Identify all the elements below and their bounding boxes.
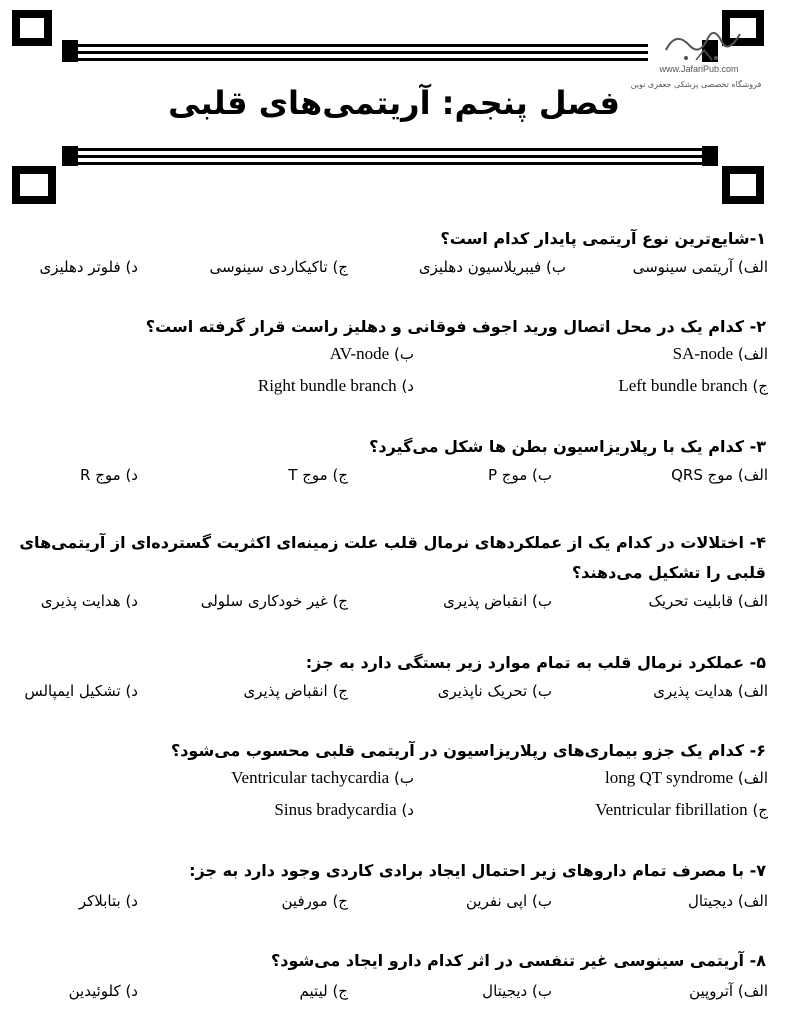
option-a: الف) SA-node: [672, 344, 768, 363]
publisher-logo-icon: [656, 20, 752, 66]
option-a: الف) long QT syndrome: [604, 768, 768, 787]
bottom-rule-2: [78, 155, 702, 158]
question-text: ۱-شایع‌ترین نوع آریتمی پایدار کدام است؟: [440, 229, 766, 248]
option-b: ب) اپی نفرین: [465, 892, 552, 910]
option-d: د) بتابلاکر: [78, 892, 138, 910]
option-d: د) کلوئیدین: [68, 982, 138, 1000]
bottom-rule-3: [78, 162, 702, 165]
option-c: ج) غیر خودکاری سلولی: [200, 592, 348, 610]
question-text: ۲- کدام یک در محل اتصال ورید اجوف فوقانی و دهلیز راست قرار گرفته است؟: [145, 317, 766, 336]
option-a: الف) قابلیت تحریک: [648, 592, 768, 610]
option-d: د) Right bundle branch: [257, 376, 414, 395]
question-text: ۴- اختلالات در کدام یک از عملکردهای نرمال قلب علت زمینه‌ای اکثریت گسترده‌ای از آریتمی‌های قلبی را تشکیل می‌دهند؟: [19, 533, 766, 582]
publisher-url: www.JafariPub.com: [659, 64, 739, 74]
option-c: ج) انقباض پذیری: [243, 682, 348, 700]
corner-block-bottom-left: [62, 146, 78, 166]
corner-square-bottom-left: [12, 166, 56, 204]
top-rule-2: [78, 51, 648, 54]
question-text: ۶- کدام یک جزو بیماری‌های رپلاریزاسیون در آریتمی قلبی محسوب می‌شود؟: [170, 741, 766, 760]
question-text: ۳- کدام یک با رپلاریزاسیون بطن ها شکل می‌گیرد؟: [369, 437, 766, 456]
corner-square-top-left: [12, 10, 52, 46]
option-b: ب) موج P: [487, 466, 552, 484]
option-b: ب) دیجیتال: [482, 982, 552, 1000]
corner-block-top-left: [62, 40, 78, 62]
option-a: الف) موج QRS: [671, 466, 768, 484]
option-d: د) هدایت پذیری: [40, 592, 138, 610]
bottom-rule-1: [78, 148, 702, 151]
question-text: ۸- آریتمی سینوسی غیر تنفسی در اثر کدام دارو ایجاد می‌شود؟: [270, 951, 766, 970]
corner-square-bottom-right: [722, 166, 764, 204]
option-b: ب) فیبریلاسیون دهلیزی: [418, 258, 566, 276]
option-c: ج) لیتیم: [299, 982, 348, 1000]
option-c: ج) موج T: [288, 466, 348, 484]
option-b: ب) تحریک ناپذیری: [437, 682, 552, 700]
option-d: د) فلوتر دهلیزی: [39, 258, 138, 276]
top-rule-1: [78, 44, 648, 47]
question-text: ۷- با مصرف تمام داروهای زیر احتمال ایجاد برادی کاردی وجود دارد به جز:: [189, 861, 766, 880]
option-c: ج) مورفین: [281, 892, 348, 910]
option-d: د) Sinus bradycardia: [274, 800, 414, 819]
chapter-title: فصل پنجم: آریتمی‌های قلبی: [168, 84, 620, 122]
option-b: ب) AV-node: [329, 344, 414, 363]
option-c: ج) Left bundle branch: [618, 376, 768, 395]
option-c: ج) تاکیکاردی سینوسی: [209, 258, 348, 276]
top-rule-3: [78, 58, 648, 61]
option-b: ب) Ventricular tachycardia: [231, 768, 414, 787]
option-a: الف) آریتمی سینوسی: [632, 258, 768, 276]
option-a: الف) هدایت پذیری: [653, 682, 768, 700]
option-b: ب) انقباض پذیری: [443, 592, 552, 610]
option-c: ج) Ventricular fibrillation: [595, 800, 768, 819]
option-d: د) تشکیل ایمپالس: [24, 682, 138, 700]
option-d: د) موج R: [80, 466, 138, 484]
option-a: الف) آتروپین: [689, 982, 768, 1000]
question-text: ۵- عملکرد نرمال قلب به تمام موارد زیر بستگی دارد به جز:: [305, 653, 766, 672]
option-a: الف) دیجیتال: [688, 892, 768, 910]
publisher-name: فروشگاه تخصصی پزشکی جعفری نوین: [630, 80, 762, 89]
corner-block-bottom-right: [702, 146, 718, 166]
